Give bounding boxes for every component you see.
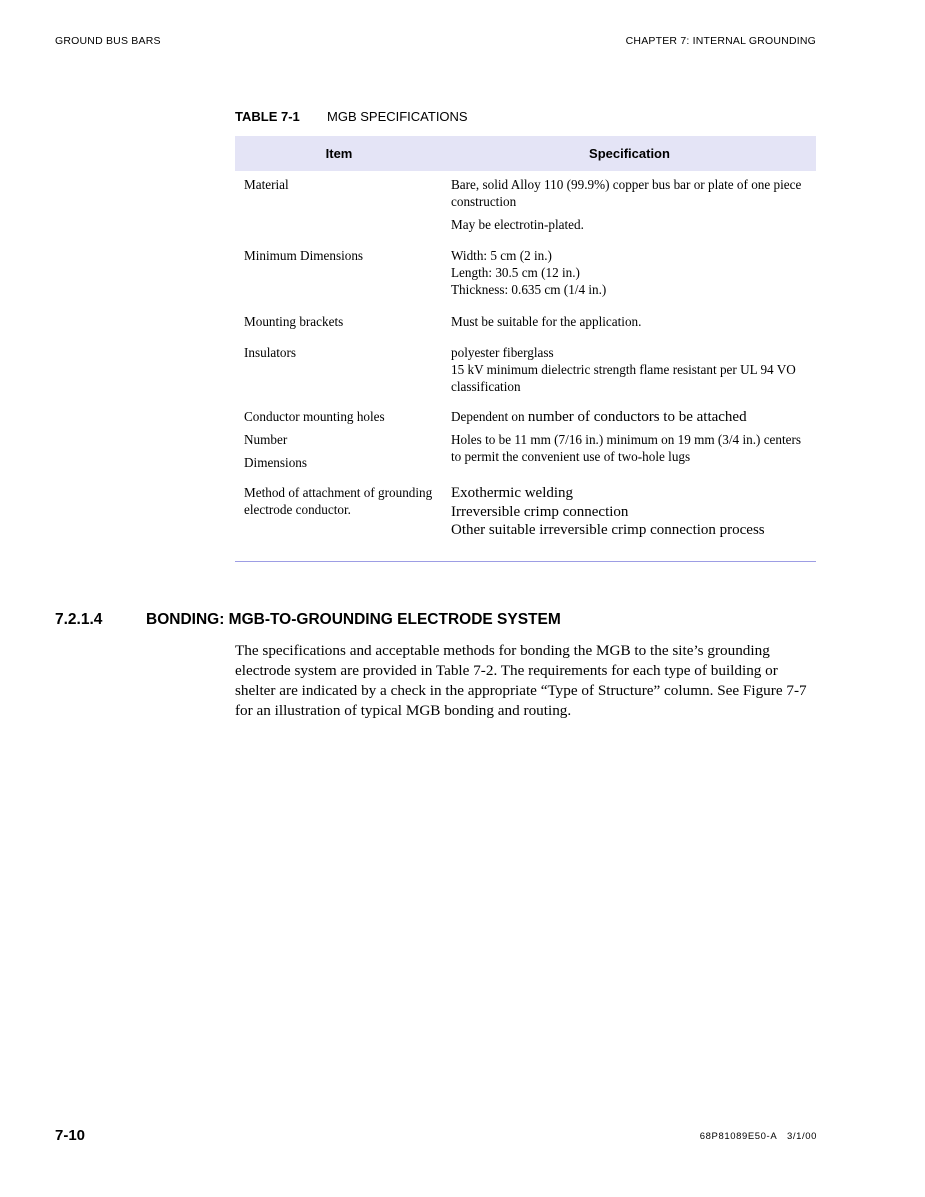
running-header-left: GROUND BUS BARS (55, 35, 161, 47)
row-item: Mounting brackets (244, 314, 344, 329)
row-spec: Width: 5 cm (2 in.) Length: 30.5 cm (12 in.) Thickness: 0.635 cm (1/4 in.) (451, 248, 607, 297)
row-spec: Exothermic welding Irreversible crimp connection Other suitable irreversible crimp connection process (451, 485, 765, 538)
table-row (235, 176, 816, 233)
row-item-sub: Number (244, 432, 288, 447)
section-title: BONDING: MGB-TO-GROUNDING ELECTRODE SYSTEM (146, 611, 561, 628)
row-item: Material (244, 177, 289, 192)
row-spec: Bare, solid Alloy 110 (99.9%) copper bus bar or plate of one piece construction (451, 177, 802, 209)
page-number: 7-10 (55, 1127, 86, 1144)
row-spec-note: May be electrotin-plated. (451, 217, 584, 232)
footer-doc-info (700, 1131, 817, 1142)
row-item: Minimum Dimensions (244, 248, 364, 263)
row-spec: polyester fiberglass 15 kV minimum dielectric strength flame resistant per UL 94 VO classification (451, 345, 796, 394)
running-header-right: CHAPTER 7: INTERNAL GROUNDING (625, 35, 816, 47)
row-item: Conductor mounting holes (244, 409, 385, 424)
table-row (235, 313, 816, 330)
table-caption-title: MGB SPECIFICATIONS (327, 109, 468, 124)
table-bottom-rule (235, 561, 816, 562)
table-header-row (235, 136, 816, 171)
row-spec: Must be suitable for the application. (451, 314, 642, 329)
table-caption-label: TABLE 7-1 (235, 109, 300, 124)
table-caption (235, 109, 468, 124)
document-date: 3/1/00 (786, 1131, 817, 1142)
table-row (235, 247, 816, 298)
column-header-specification: Specification (589, 146, 670, 161)
row-item: Method of attachment of grounding electrode conductor. (244, 485, 433, 517)
table-row (235, 344, 816, 395)
document-id: 68P81089E50-A (699, 1131, 778, 1142)
table-row (235, 408, 816, 471)
row-item: Insulators (244, 345, 297, 360)
body-paragraph: The specifications and acceptable methods for bonding the MGB to the site’s grounding electrode system are provided in Table 7-2. The requirements for each type of building or shelter are indicated by a check in the appropriate “Type of Structure” column. See Figure 7-7 for an illustration of typical MGB bonding and routing. (235, 642, 807, 719)
table-row (235, 484, 816, 540)
row-item-sub: Dimensions (244, 455, 308, 470)
row-spec: Holes to be 11 mm (7/16 in.) minimum on 19 mm (3/4 in.) centers to permit the convenient use of two-hole lugs (451, 431, 802, 464)
row-spec-emphasis: number of conductors to be attached (527, 409, 747, 425)
specifications-table (235, 136, 816, 540)
section-number: 7.2.1.4 (55, 611, 103, 628)
row-spec-prefix: Dependent on (451, 409, 528, 424)
row-spec-line (451, 408, 810, 427)
column-header-item: Item (325, 146, 353, 161)
